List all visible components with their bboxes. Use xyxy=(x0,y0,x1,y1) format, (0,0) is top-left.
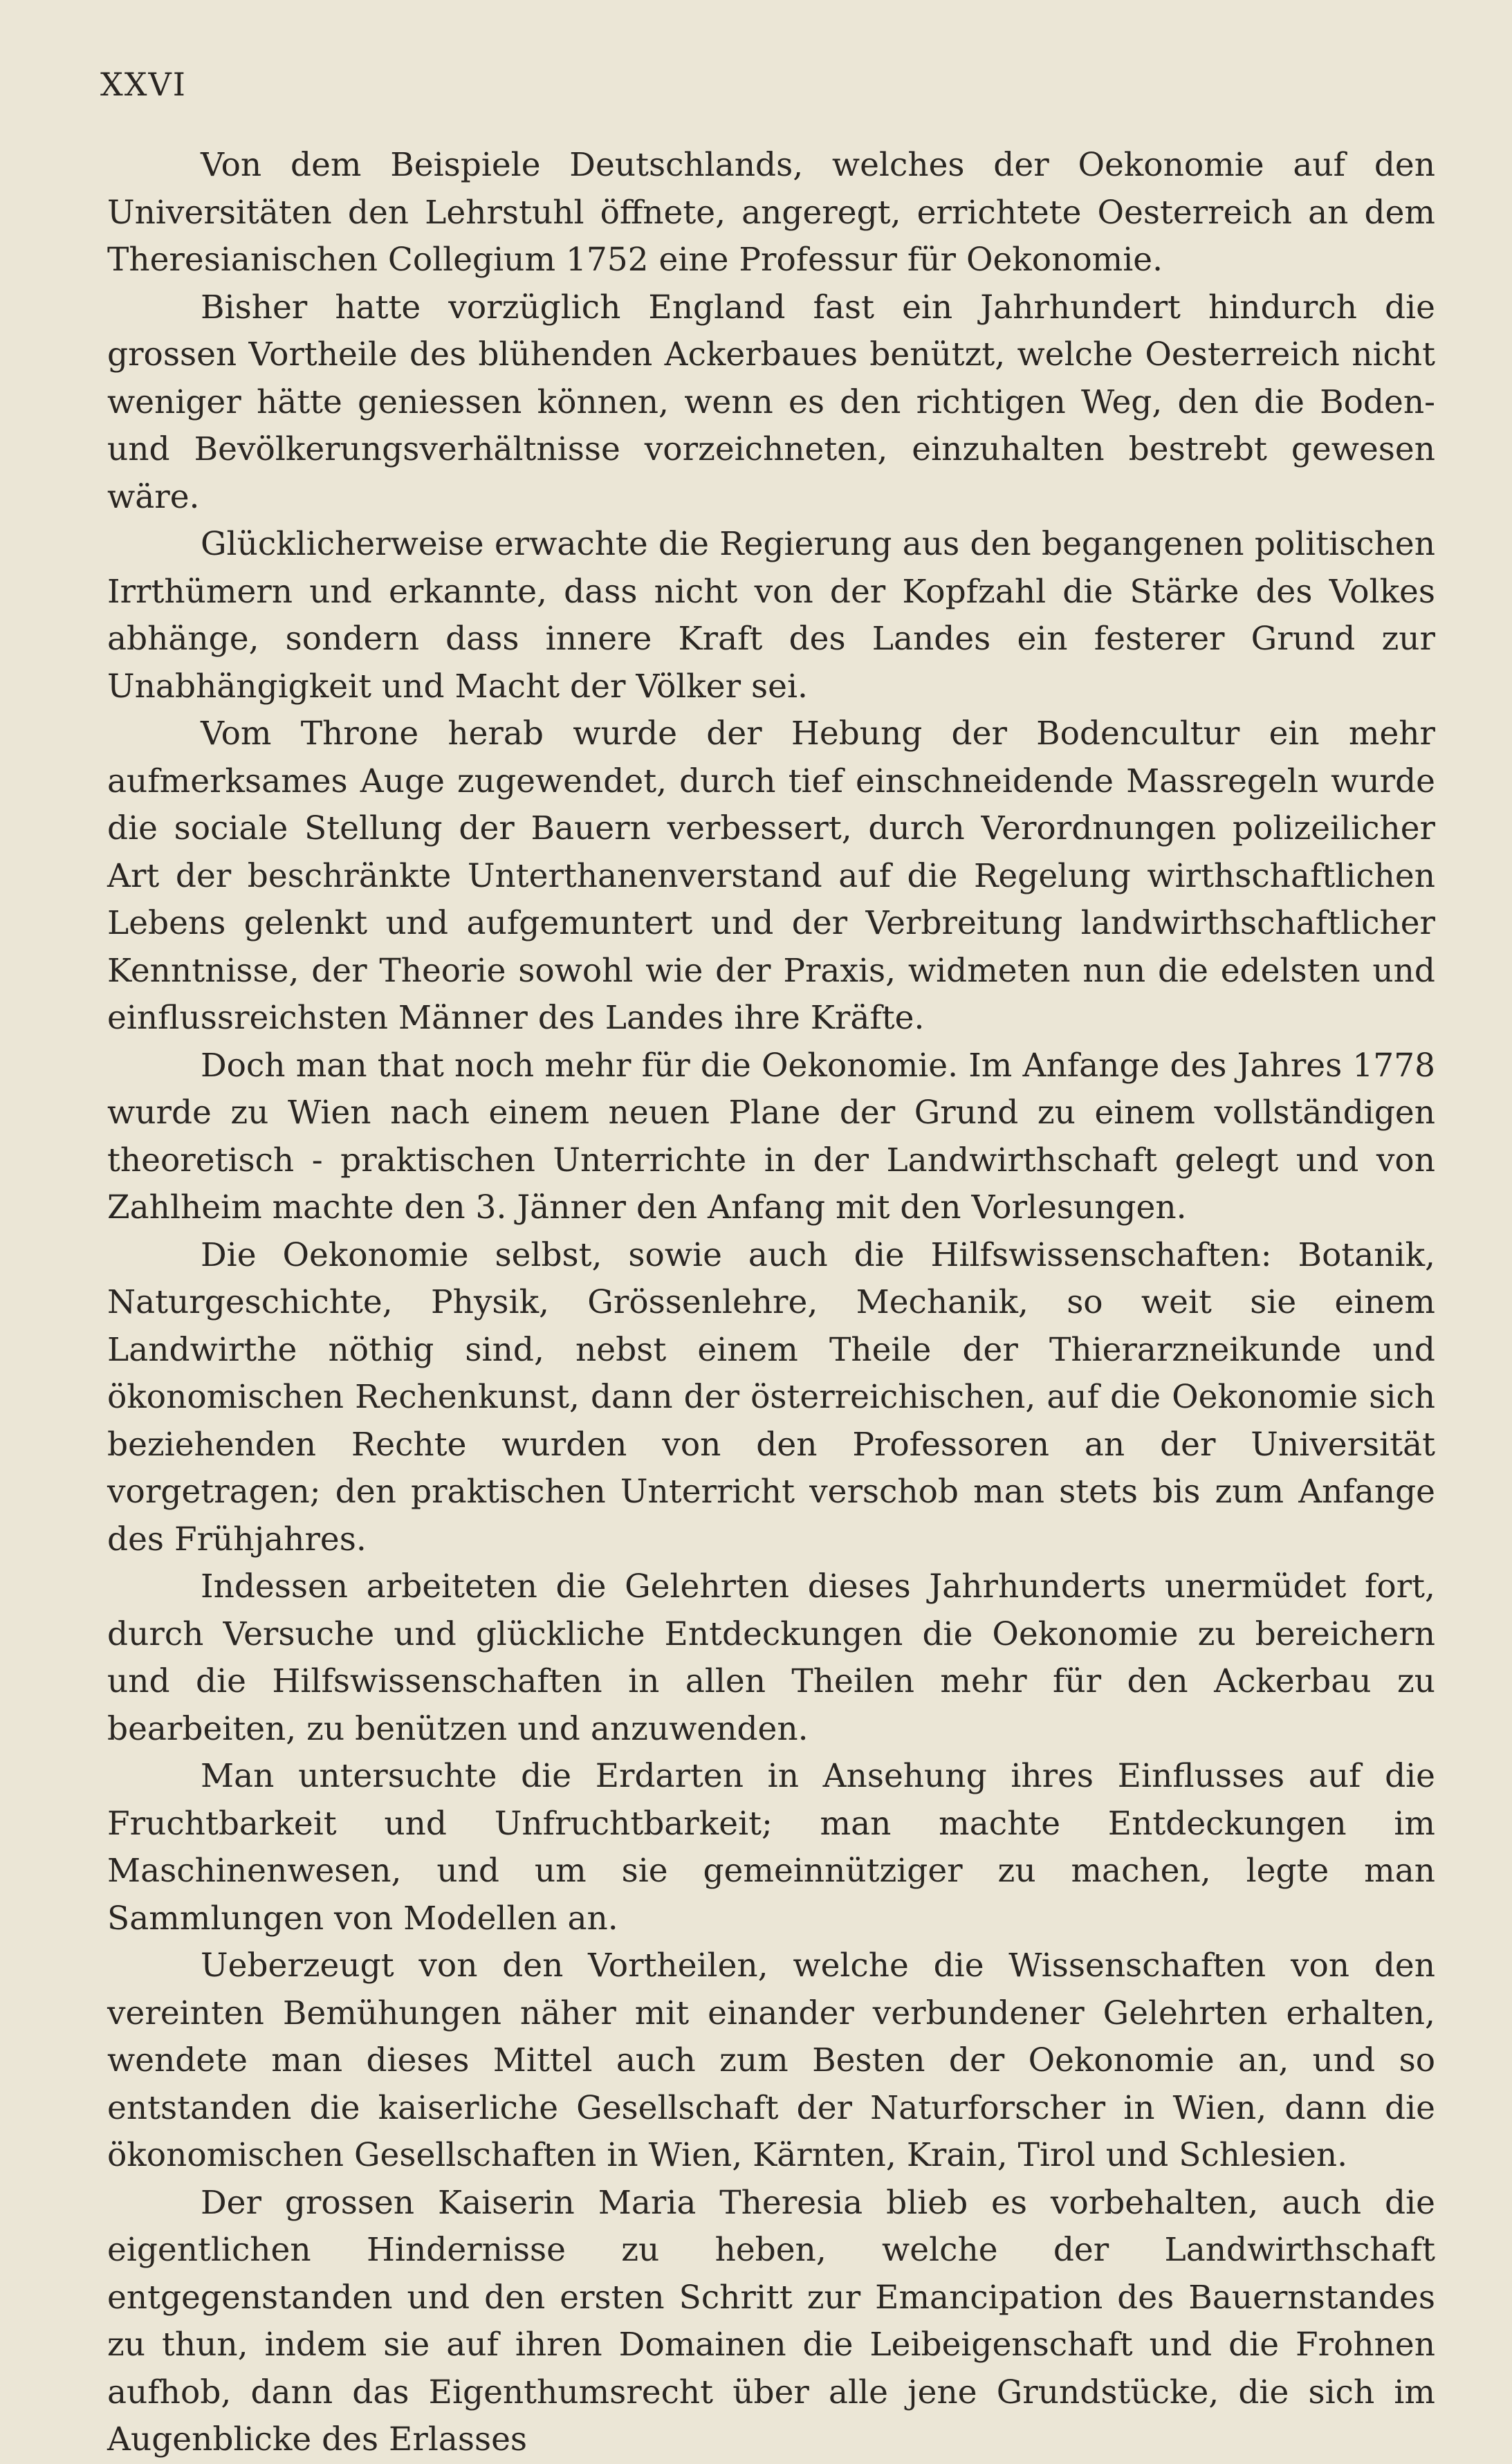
paragraph: Doch man that noch mehr für die Oekonomie. Im Anfange des Jahres 1778 wurde zu Wien nach einem neuen Plane der Grund zu einem vollständigen theoretisch - praktischen Unterrichte in der Landwirthschaft gelegt und von Zahlheim machte den 3. Jänner den Anfang mit den Vorlesungen. xyxy=(107,1046,1435,1226)
page-number: XXVI xyxy=(100,66,187,103)
paragraph: Die Oekonomie selbst, sowie auch die Hilfswissenschaften: Botanik, Naturgeschichte, Physik, Grössenlehre, Mechanik, so weit sie einem Landwirthe nöthig sind, nebst einem Theile der Thierarzneikunde und ökonomischen Rechenkunst, dann der österreichischen, auf die Oekonomie sich beziehenden Rechte wurden von den Professoren an der Universität vorgetragen; den praktischen Unterricht verschob man stets bis zum Anfange des Frühjahres. xyxy=(107,1235,1435,1559)
paragraph: Bisher hatte vorzüglich England fast ein Jahrhundert hindurch die grossen Vortheile des blühenden Ackerbaues benützt, welche Oesterreich nicht weniger hätte geniessen können, wenn es den richtigen Weg, den die Boden- und Bevölkerungsverhältnisse vorzeichneten, einzuhalten bestrebt gewesen wäre. xyxy=(107,288,1435,516)
paragraph: Ueberzeugt von den Vortheilen, welche die Wissenschaften von den vereinten Bemühungen näher mit einander verbundener Gelehrten erhalten, wendete man dieses Mittel auch zum Besten der Oekonomie an, und so entstanden die kaiserliche Gesellschaft der Naturforscher in Wien, dann die ökonomischen Gesellschaften in Wien, Kärnten, Krain, Tirol und Schlesien. xyxy=(107,1947,1435,2174)
paragraph: Man untersuchte die Erdarten in Ansehung ihres Einflusses auf die Fruchtbarkeit und Unfruchtbarkeit; man machte Entdeckungen im Maschinenwesen, und um sie gemeinnütziger zu machen, legte man Sammlungen von Modellen an. xyxy=(107,1757,1435,1938)
paragraph: Der grossen Kaiserin Maria Theresia blieb es vorbehalten, auch die eigentlichen Hindernisse zu heben, welche der Landwirthschaft entgegenstanden und den ersten Schritt zur Emancipation des Bauernstandes zu thun, indem sie auf ihren Domainen die Leibeigenschaft und die Frohnen aufhob, dann das Eigenthumsrecht über alle jene Grundstücke, die sich im Augenblicke des Erlasses xyxy=(107,2183,1435,2458)
paragraph: Von dem Beispiele Deutschlands, welches der Oekonomie auf den Universitäten den Lehrstuhl öffnete, angeregt, errichtete Oesterreich an dem Theresianischen Collegium 1752 eine Professur für Oekonomie. xyxy=(107,146,1435,279)
paragraph: Indessen arbeiteten die Gelehrten dieses Jahrhunderts unermüdet fort, durch Versuche und glückliche Entdeckungen die Oekonomie zu bereichern und die Hilfswissenschaften in allen Theilen mehr für den Ackerbau zu bearbeiten, zu benützen und anzuwenden. xyxy=(107,1567,1435,1748)
body-text xyxy=(107,142,1435,2464)
paragraph: Vom Throne herab wurde der Hebung der Bodencultur ein mehr aufmerksames Auge zugewendet, durch tief einschneidende Massregeln wurde die sociale Stellung der Bauern verbessert, durch Verordnungen polizeilicher Art der beschränkte Unterthanenverstand auf die Regelung wirthschaftlichen Lebens gelenkt und aufgemuntert und der Verbreitung landwirthschaftlicher Kenntnisse, der Theorie sowohl wie der Praxis, widmeten nun die edelsten und einflussreichsten Männer des Landes ihre Kräfte. xyxy=(107,715,1435,1037)
paragraph: Glücklicherweise erwachte die Regierung aus den begangenen politischen Irrthümern und erkannte, dass nicht von der Kopfzahl die Stärke des Volkes abhänge, sondern dass innere Kraft des Landes ein festerer Grund zur Unabhängigkeit und Macht der Völker sei. xyxy=(107,525,1435,706)
